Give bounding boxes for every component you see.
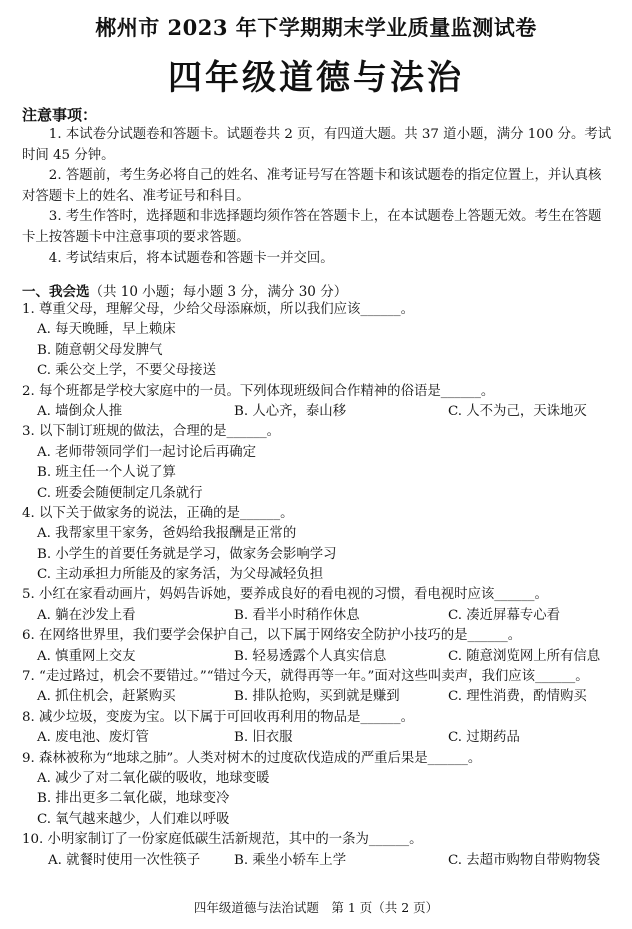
option-a: A. 每天晚睡，早上赖床	[37, 322, 176, 338]
option-b: B. 旧衣服	[234, 730, 293, 746]
note-item: 4. 考试结束后，将本试题卷和答题卡一并交回。	[48, 250, 334, 266]
option-c: C. 理性消费，酌情购买	[448, 689, 587, 705]
question-stem: 8. 减少垃圾，变废为宝。以下属于可回收再利用的物品是______。	[22, 709, 414, 725]
notes-list	[22, 125, 614, 269]
option-c: C. 去超市购物自带购物袋	[448, 852, 601, 868]
section-note: （共 10 小题；每小题 3 分，满分 30 分）	[89, 284, 348, 300]
note-item: 2. 答题前，考生务必将自己的姓名、准考证号写在答题卡和该试题卷的指定位置上，并认真核对答题卡上的姓名、准考证号和科目。	[22, 168, 602, 204]
option-b: B. 排队抢购，买到就是赚到	[234, 689, 400, 705]
option-row	[22, 402, 614, 422]
question-stem: 7. “走过路过，机会不要错过。”“错过今天，就得再等一年。”面对这些叫卖声，我们应该______。	[22, 669, 589, 685]
option-a: A. 我帮家里干家务，爸妈给我报酬是正常的	[37, 526, 297, 542]
question-stem: 2. 每个班都是学校大家庭中的一员。下列体现班级间合作精神的俗语是______。	[22, 383, 495, 399]
option-a: A. 墙倒众人推	[37, 403, 123, 419]
option-b: B. 看半小时稍作休息	[234, 607, 360, 623]
question-stem: 3. 以下制订班规的做法，合理的是______。	[22, 424, 281, 440]
option-row	[22, 647, 614, 667]
option-row	[22, 606, 614, 626]
option-b: B. 人心齐，泰山移	[234, 403, 347, 419]
option-b: B. 轻易透露个人真实信息	[234, 648, 387, 664]
option-c: C. 氧气越来越少，人们难以呼吸	[37, 811, 230, 827]
option-row	[22, 687, 614, 707]
option-a: A. 废电池、废灯管	[37, 730, 149, 746]
page-footer: 四年级道德与法治试题 第 1 页（共 2 页）	[193, 900, 439, 915]
option-c: C. 乘公交上学，不要父母接送	[37, 363, 216, 379]
option-b: B. 小学生的首要任务就是学习，做家务会影响学习	[37, 546, 337, 562]
option-c: C. 班委会随便制定几条就行	[37, 485, 203, 501]
question-stem: 4. 以下关于做家务的说法，正确的是______。	[22, 505, 294, 521]
option-row	[22, 851, 614, 871]
option-b: B. 随意朝父母发脾气	[37, 342, 163, 358]
notes-heading: 注意事项：	[22, 106, 98, 124]
note-item: 1. 本试卷分试题卷和答题卡。试题卷共 2 页，有四道大题。共 37 道小题，满分 100 分。考试时间 45 分钟。	[22, 127, 612, 163]
option-b: B. 班主任一个人说了算	[37, 465, 176, 481]
question-stem: 10. 小明家制订了一份家庭低碳生活新规范，其中的一条为______。	[22, 832, 423, 848]
option-a: A. 抓住机会，赶紧购买	[37, 689, 176, 705]
subject-title: 四年级道德与法治	[168, 58, 464, 98]
question-stem: 1. 尊重父母，理解父母，少给父母添麻烦，所以我们应该______。	[22, 302, 414, 317]
option-a: A. 老师带领同学们一起讨论后再确定	[37, 444, 257, 460]
section-heading	[22, 280, 347, 300]
option-c: C. 人不为己，天诛地灭	[448, 403, 587, 419]
option-a: A. 减少了对二氧化碳的吸收，地球变暖	[37, 770, 270, 786]
option-c: C. 过期药品	[448, 730, 520, 746]
exam-title: 郴州市 2023 年下学期期末学业质量监测试卷	[95, 15, 537, 40]
question-stem: 9. 森林被称为“地球之肺”。人类对树木的过度砍伐造成的严重后果是______。	[22, 750, 482, 766]
option-c: C. 凑近屏幕专心看	[448, 607, 561, 623]
section-label: 一、我会选	[22, 284, 90, 300]
option-a: A. 就餐时使用一次性筷子	[48, 852, 201, 868]
option-b: B. 乘坐小轿车上学	[234, 852, 347, 868]
option-b: B. 排出更多二氧化碳，地球变冷	[37, 791, 230, 807]
note-item: 3. 考生作答时，选择题和非选择题均须作答在答题卡上，在本试题卷上答题无效。考生在答题卡上按答题卡中注意事项的要求答题。	[22, 209, 602, 245]
option-row	[22, 728, 614, 748]
question-list	[22, 300, 614, 871]
option-a: A. 慎重网上交友	[37, 648, 136, 664]
option-a: A. 躺在沙发上看	[37, 607, 136, 623]
option-c: C. 主动承担力所能及的家务活，为父母减轻负担	[37, 567, 324, 583]
question-stem: 6. 在网络世界里，我们要学会保护自己，以下属于网络安全防护小技巧的是______。	[22, 628, 522, 644]
option-c: C. 随意浏览网上所有信息	[448, 648, 601, 664]
question-stem: 5. 小红在家看动画片，妈妈告诉她，要养成良好的看电视的习惯，看电视时应该______。	[22, 587, 548, 603]
